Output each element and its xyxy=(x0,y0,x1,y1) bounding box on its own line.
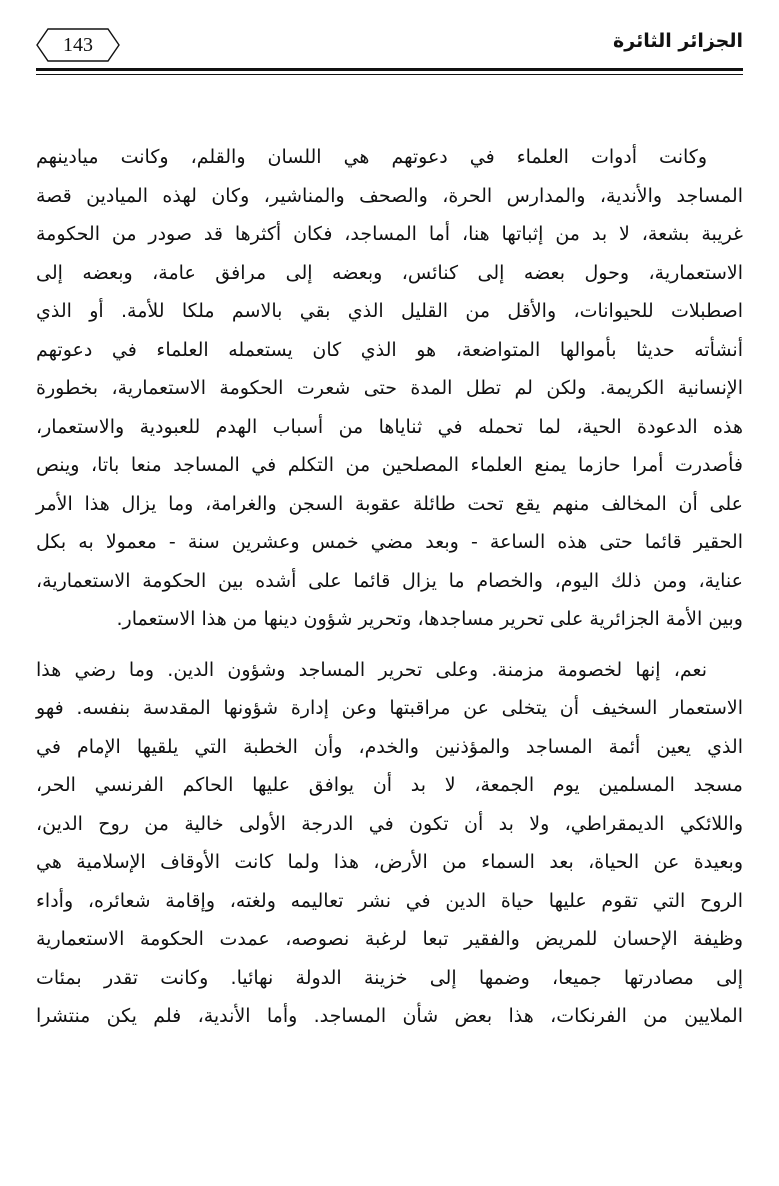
text-line: وظيفة الإحسان للمريض والفقير تبعا لرغبة نصوصه، عمدت الحكومة الاستعمارية xyxy=(36,928,743,950)
text-line: الاستعمارية، وحول بعضه إلى كنائس، وبعضه إلى مرافق عامة، وبعضه إلى xyxy=(36,261,743,284)
text-line: الروح التي تقوم عليها حياة الدين في نشر تعاليمه ولغته، وإقامة شعائره، وأداء xyxy=(36,889,743,912)
text-line: أنشأته حديثا بأموالها المتواضعة، هو الذي كان يستعمله العلماء في دعوتهم xyxy=(36,338,743,361)
text-line: الاستعمار السخيف أن يتخلى عن مراقبتها وعن إدارة شؤونها المقدسة بنفسه. فهو xyxy=(36,697,743,719)
body-text xyxy=(36,138,743,1036)
text-line: فأصدرت أمرا حازما يمنع العلماء المصلحين من التكلم في المساجد منعا باتا، وينص xyxy=(36,454,743,476)
running-title: الجزائر الثائرة xyxy=(613,30,743,52)
text-line: الإنسانية الكريمة. ولكن لم تطل المدة حتى شعرت الحكومة الاستعمارية، بخطورة xyxy=(36,377,743,399)
text-line: مسجد المسلمين يوم الجمعة، لا بد أن يوافق عليها الحاكم الفرنسي الحر، xyxy=(36,774,743,796)
text-line: غريبة بشعة، لا بد من إثباتها هنا، أما المساجد، فكان أكثرها قد صودر من الحكومة xyxy=(36,223,743,245)
text-line: الملايين من الفرنكات، هذا بعض شأن المساجد. وأما الأندية، فلم يكن منتشرا xyxy=(36,1005,743,1027)
text-line: وبين الأمة الجزائرية على تحرير مساجدها، وتحرير شؤون دينها من هذا الاستعمار. xyxy=(116,608,743,630)
header-rule-thick xyxy=(36,68,743,71)
text-line: على أن المخالف منهم يقع تحت طائلة عقوبة السجن والغرامة، وما يزال هذا الأمر xyxy=(36,492,743,515)
text-line: نعم، إنها لخصومة مزمنة. وعلى تحرير المساجد وشؤون الدين. وما رضي هذا xyxy=(36,658,707,681)
page-header xyxy=(36,28,743,68)
text-line: وبعيدة عن الحياة، بعد السماء من الأرض، هذا ولما كانت الأوقاف الإسلامية هي xyxy=(36,851,743,873)
page-number-frame xyxy=(36,28,120,62)
text-line: اصطبلات للحيوانات، والأقل من القليل الذي بقي بالاسم ملكا للأمة. أو الذي xyxy=(36,300,743,322)
paragraph xyxy=(36,138,743,639)
text-line: هذه الدعودة الحية، لما تحمله في ثناياها من أسباب الهدم للعبودية والاستعمار، xyxy=(36,415,743,438)
page-number: 143 xyxy=(63,34,93,56)
text-line: عناية، ومن ذلك اليوم، والخصام ما يزال قائما على أشده بين الحكومة الاستعمارية، xyxy=(36,569,743,592)
header-rule-thin xyxy=(36,74,743,75)
paragraph xyxy=(36,651,743,1036)
text-line: وكانت أدوات العلماء في دعوتهم هي اللسان والقلم، وكانت ميادينهم xyxy=(36,146,707,168)
text-line: إلى مصادرتها جميعا، وضمها إلى خزينة الدولة نهائيا. وكانت تقدر بمئات xyxy=(36,966,743,989)
text-line: واللائكي الديمقراطي، ولا بد أن تكون في الدرجة الأولى خالية من روح الدين، xyxy=(36,812,743,835)
text-line: المساجد والأندية، والمدارس الحرة، والصحف والمناشير، وكان لهذه الميادين قصة xyxy=(36,184,743,207)
text-line: الحقير قائما حتى هذه الساعة - وبعد مضي خمس وعشرين سنة - معمولا به بكل xyxy=(36,531,743,553)
text-line: الذي يعين أئمة المساجد والمؤذنين والخدم، وأن الخطبة التي يلقيها الإمام في xyxy=(36,735,743,758)
